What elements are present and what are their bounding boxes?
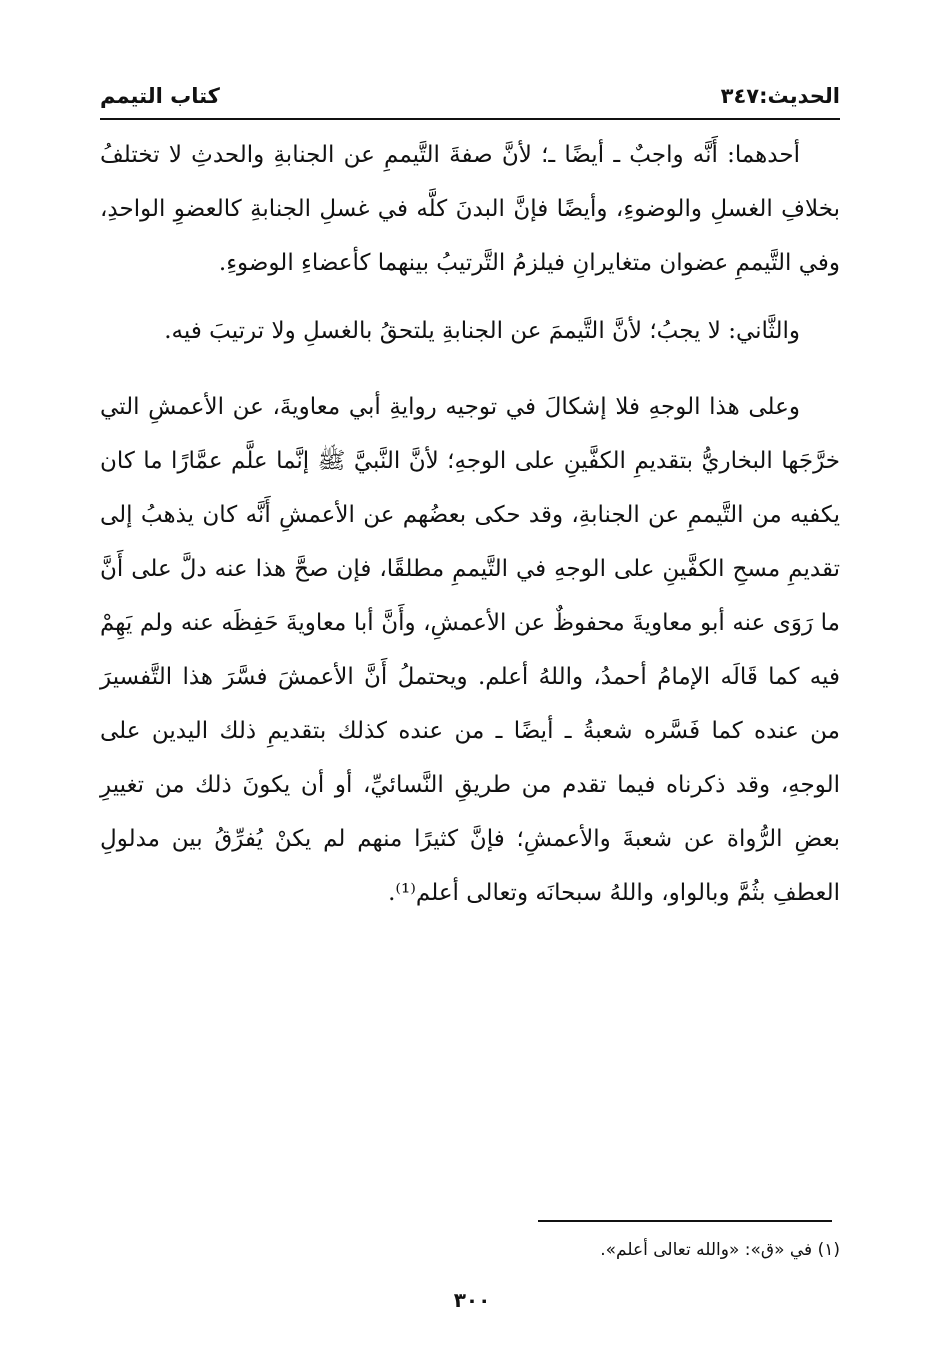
main-text (100, 128, 840, 920)
footnote-divider (538, 1220, 832, 1222)
header-divider (100, 118, 840, 120)
paragraph-second-opinion: والثَّاني: لا يجبُ؛ لأنَّ التَّيممَ عن الجنابةِ يلتحقُ بالغسلِ ولا ترتيبَ فيه. (164, 318, 800, 344)
paragraph-first-opinion: أحدهما: أَنَّه واجبٌ ـ أيضًا ـ؛ لأنَّ صفةَ التَّيممِ عن الجنابةِ والحدثِ لا تختلفُ بخلافِ الغسلِ والوضوءِ، وأيضًا فإنَّ البدنَ كلَّه في غسلِ الجنابةِ كالعضوِ الواحدِ، وفي التَّيممِ عضوان متغايرانِ فيلزمُ التَّرتيبُ بينهما كأعضاءِ الوضوءِ. (100, 142, 840, 276)
book-title: كتاب التيمم (100, 84, 220, 108)
paragraph-discussion: وعلى هذا الوجهِ فلا إشكالَ في توجيه روايةِ أبي معاويةَ، عن الأعمشِ التي خرَّجَها البخاريُّ بتقديمِ الكفَّينِ على الوجهِ؛ لأنَّ النَّبيَّ ﷺ إنَّما علَّم عمَّارًا ما كان يكفيه من التَّيممِ عن الجنابةِ، وقد حكى بعضُهم عن الأعمشِ أَنَّه كان يذهبُ إلى تقديمِ مسحِ الكفَّينِ على الوجهِ في التَّيممِ مطلقًا، فإن صحَّ هذا عنه دلَّ على أَنَّ ما رَوَى عنه أبو معاويةَ محفوظٌ عن الأعمشِ، وأَنَّ أبا معاويةَ حَفِظَه عنه ولم يَهِمْ فيه كما قَالَه الإمامُ أحمدُ، واللهُ أعلم. ويحتملُ أَنَّ الأعمشَ فسَّرَ هذا التَّفسيرَ من عنده كما فَسَّره شعبةُ ـ أيضًا ـ من عنده كذلك بتقديمِ ذلك اليدين على الوجهِ، وقد ذكرناه فيما تقدم من طريقِ النَّسائيِّ، أو أن يكونَ ذلك من تغييرِ بعضِ الرُّواة عن شعبةَ والأعمشِ؛ فإنَّ كثيرًا منهم لم يكنْ يُفرِّقُ بين مدلولِ العطفِ بثُمَّ وبالواو، واللهُ سبحانَه وتعالى أعلم⁽¹⁾. (100, 394, 840, 906)
hadith-number-label: الحديث:٣٤٧ (720, 84, 840, 108)
footnote: (١) في «ق»: «والله تعالى أعلم». (600, 1240, 840, 1260)
page-number: ٣٠٠ (453, 1288, 491, 1312)
running-header (100, 78, 840, 114)
